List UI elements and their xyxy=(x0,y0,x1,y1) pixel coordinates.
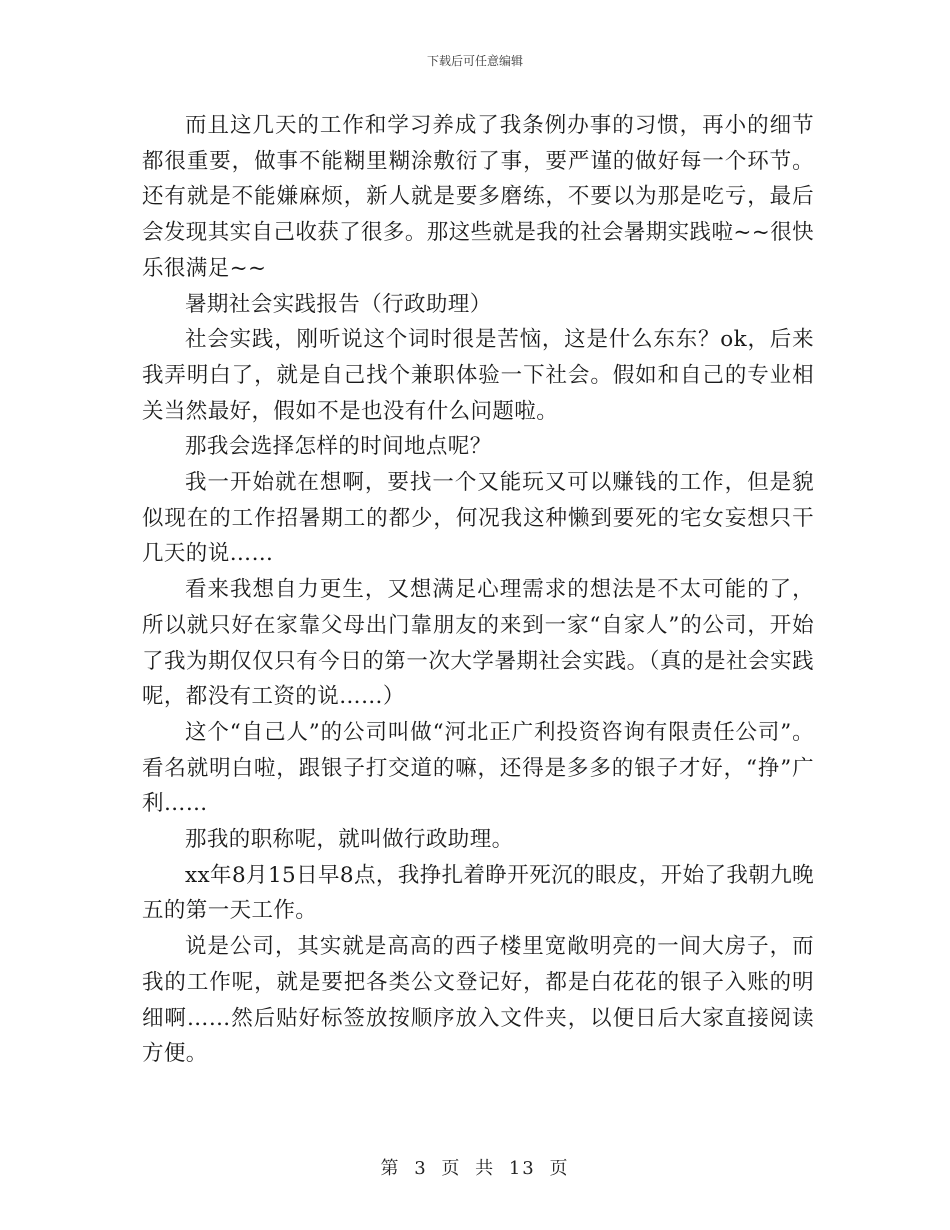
document-body xyxy=(142,108,814,1072)
page-number-footer: 第 3 页 共 13 页 xyxy=(380,1158,570,1179)
paragraph: 看来我想自力更生，又想满足心理需求的想法是不太可能的了，所以就只好在家靠父母出门靠朋友的来到一家“自家人”的公司，开始了我为期仅仅只有今日的第一次大学暑期社会实践。（真的是社会实践呢，都没有工资的说……） xyxy=(142,577,814,710)
paragraph: 我一开始就在想啊，要找一个又能玩又可以赚钱的工作，但是貌似现在的工作招暑期工的都少，何况我这种懒到要死的宅女妄想只干几天的说…… xyxy=(142,470,814,567)
paragraph: xx年8月15日早8点，我挣扎着睁开死沉的眼皮，开始了我朝九晚五的第一天工作。 xyxy=(142,862,814,924)
paragraph: 那我会选择怎样的时间地点呢？ xyxy=(185,434,492,460)
paragraph: 说是公司，其实就是高高的西子楼里宽敞明亮的一间大房子，而我的工作呢，就是要把各类公文登记好，都是白花花的银子入账的明细啊……然后贴好标签放按顺序放入文件夹，以便日后大家直接阅读方便。 xyxy=(142,934,814,1067)
paragraph: 而且这几天的工作和学习养成了我条例办事的习惯，再小的细节都很重要，做事不能糊里糊涂敷衍了事，要严谨的做好每一个环节。还有就是不能嫌麻烦，新人就是要多磨练，不要以为那是吃亏，最后会发现其实自己收获了很多。那这些就是我的社会暑期实践啦~~很快乐很满足~~ xyxy=(142,113,814,281)
paragraph: 社会实践，刚听说这个词时很是苦恼，这是什么东东？ok，后来我弄明白了，就是自己找个兼职体验一下社会。假如和自己的专业相关当然最好，假如不是也没有什么问题啦。 xyxy=(142,327,814,424)
section-heading: 暑期社会实践报告（行政助理） xyxy=(185,291,492,317)
paragraph: 这个“自己人”的公司叫做“河北正广利投资咨询有限责任公司”。看名就明白啦，跟银子打交道的嘛，还得是多多的银子才好，“挣”广利…… xyxy=(142,719,814,817)
paragraph: 那我的职称呢，就叫做行政助理。 xyxy=(185,827,514,853)
page-header: 下载后可任意编辑 xyxy=(426,54,523,68)
